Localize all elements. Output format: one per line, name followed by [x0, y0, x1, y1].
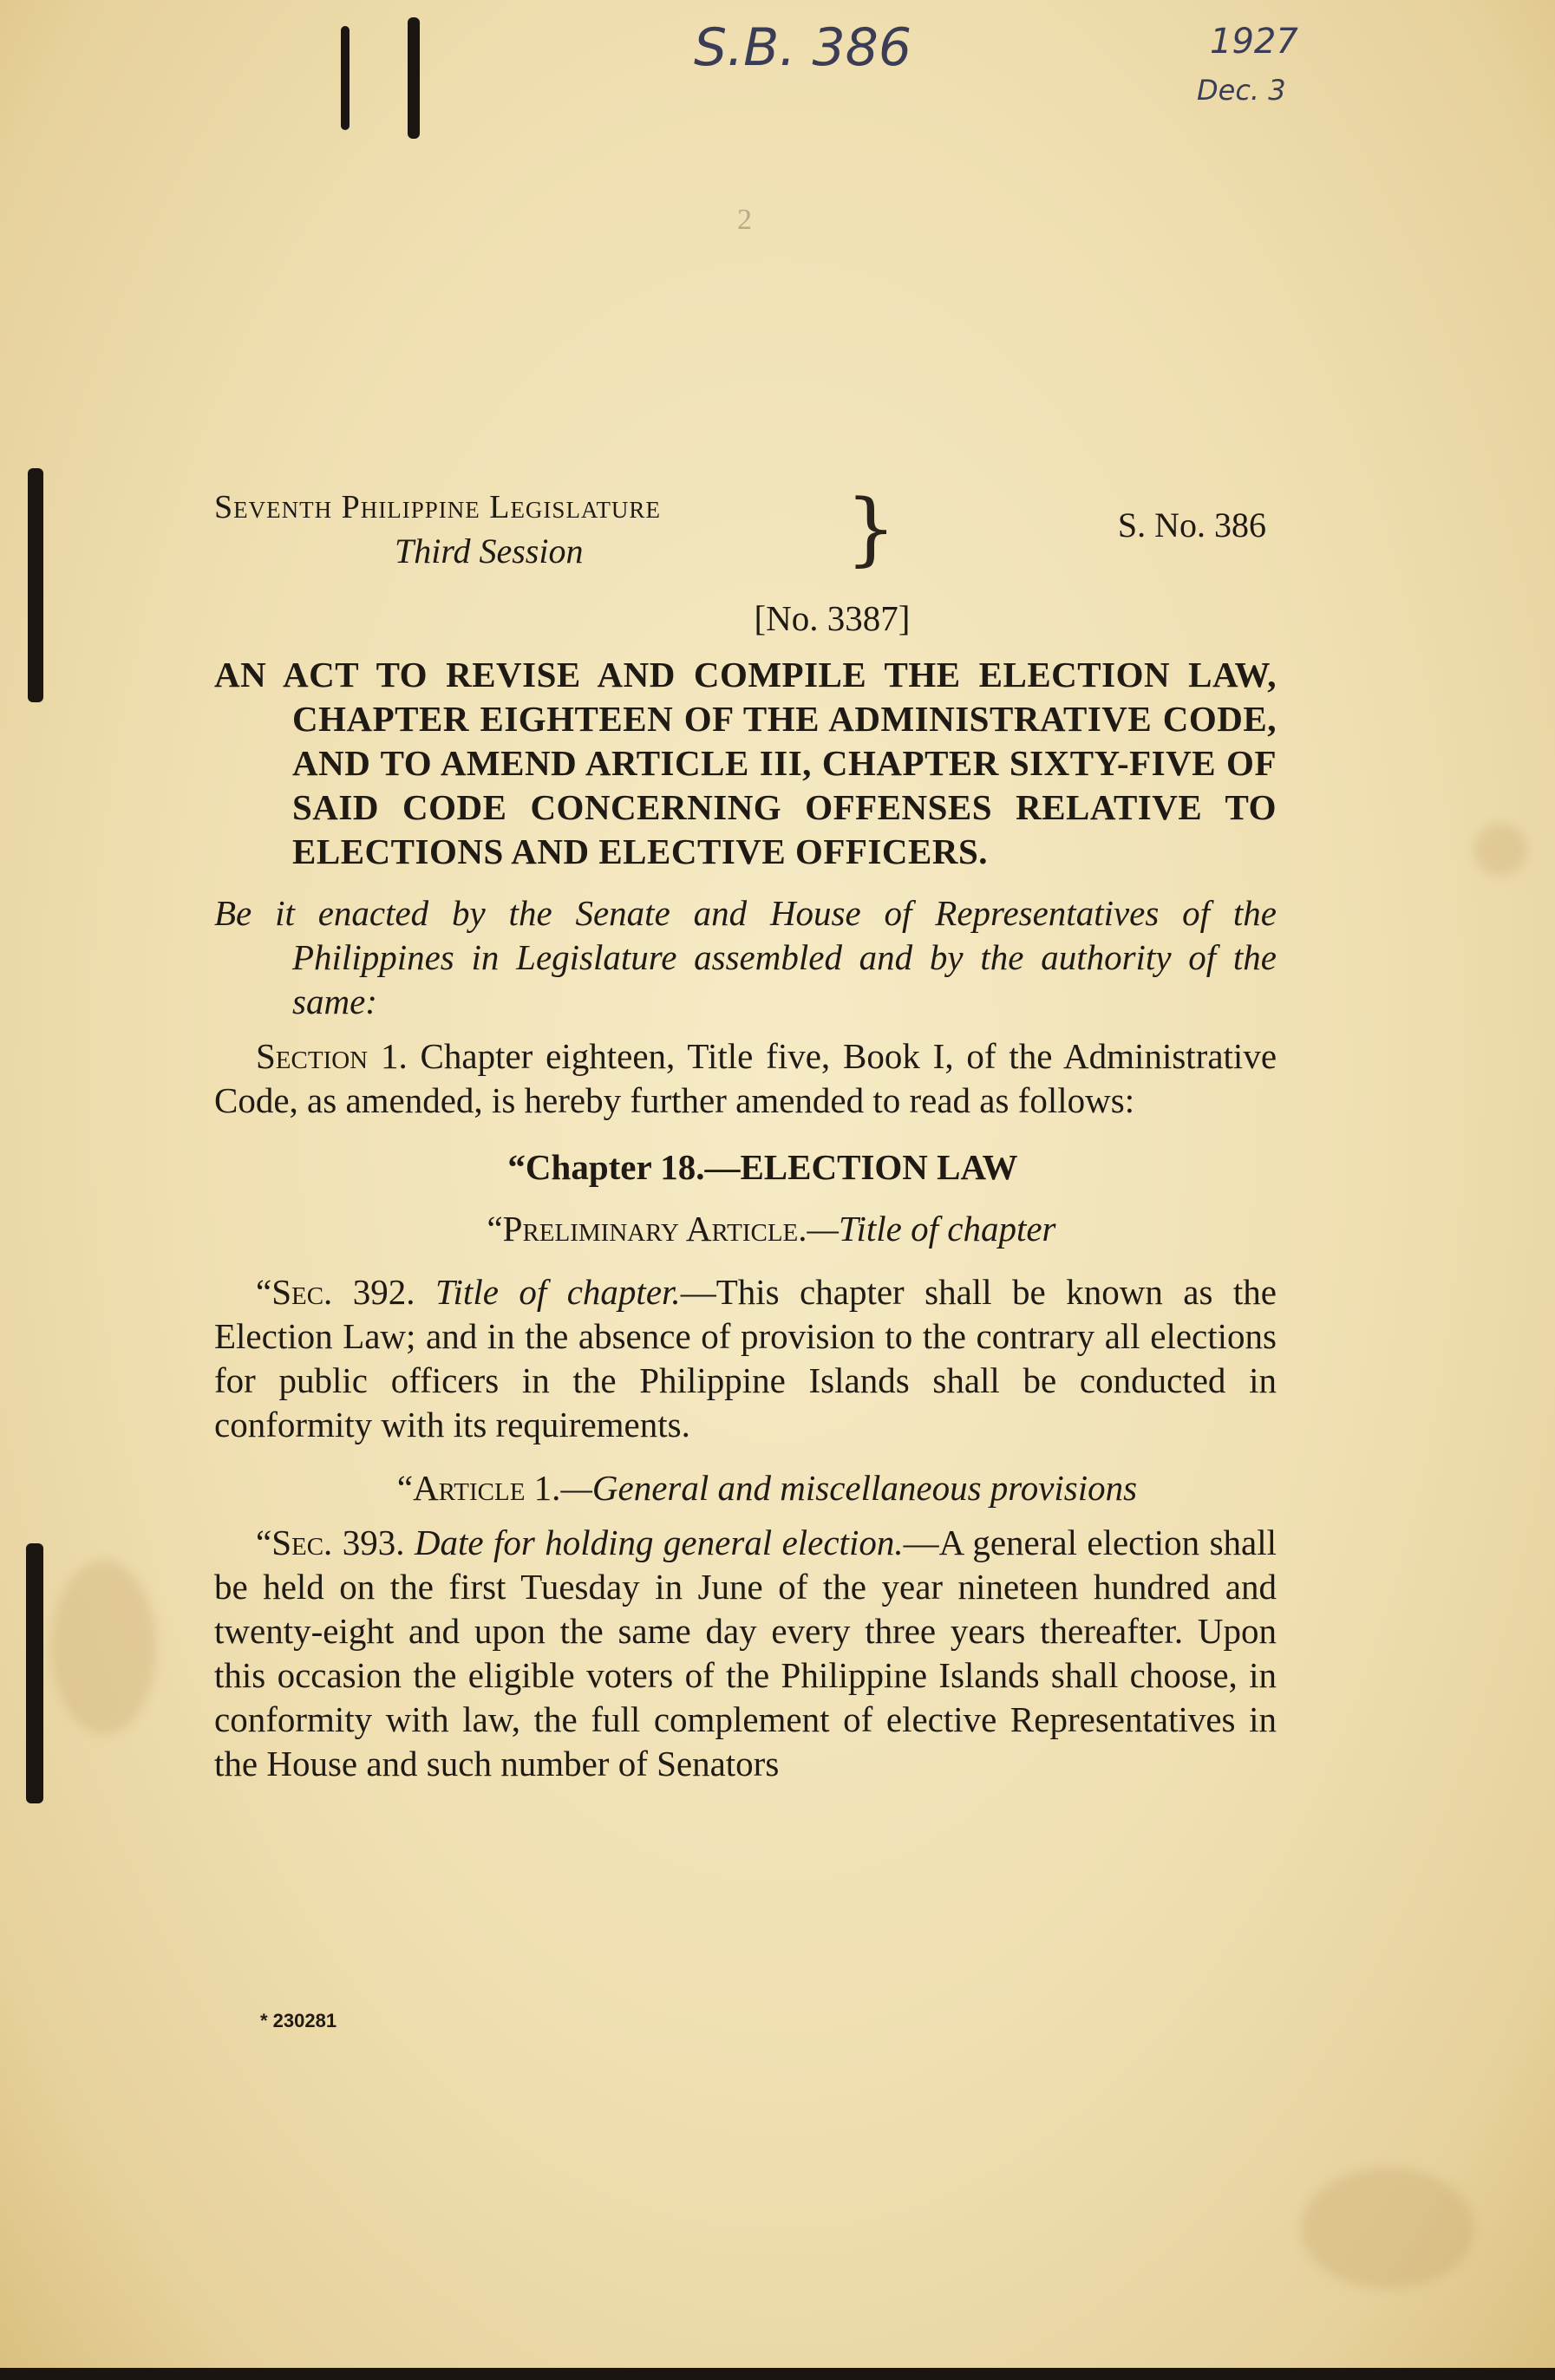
section-392-text: —This chapter shall be known as the Election Law; and in the absence of provision to the contrary all elections for public officers in the Philippine Islands shall be conducted in conformity with its requirements.: [214, 1272, 1277, 1444]
staple-mark-top: [341, 26, 350, 130]
preliminary-title: —Title of chapter: [807, 1209, 1056, 1249]
enacting-clause: Be it enacted by the Senate and House of Representatives of the Philippines in Legislature assembled and by the authority of the same:: [214, 893, 1277, 1021]
senate-bill-number: S. No. 386: [1117, 505, 1266, 544]
binding-mark-lower: [26, 1543, 43, 1803]
bill-header: [214, 482, 1277, 581]
section-392-label: “Sec. 392.: [256, 1272, 415, 1312]
chapter-heading: “Chapter 18.—ELECTION LAW: [507, 1147, 1018, 1187]
session-name: Third Session: [395, 531, 584, 571]
legislature-name: Seventh Philippine Legislature: [214, 489, 661, 525]
paper-stain: [52, 1561, 156, 1734]
article-1-title: —General and miscellaneous provisions: [560, 1468, 1138, 1508]
page-number: 2: [737, 204, 752, 236]
header-brace: }: [846, 482, 897, 575]
preliminary-article-heading: [214, 1207, 1277, 1251]
binding-mark-upper: [28, 468, 43, 702]
section-393-text: —A general election shall be held on the first Tuesday in June of the year nineteen hundred and twenty-eight and upon the same day every three years thereafter. Upon this occasion the eligible voters of the Philippine Islands shall choose, in conformity with law, the full complement of elective Representatives in the House and such number of Senators: [214, 1523, 1277, 1783]
paper-stain: [1474, 824, 1526, 876]
print-code: * 230281: [260, 2010, 337, 2031]
section-393-title: Date for holding general election.: [414, 1523, 904, 1562]
section-392-title: Title of chapter.: [435, 1272, 681, 1312]
article-1-label: “Article 1.: [396, 1468, 561, 1508]
paper-stain: [1301, 2168, 1474, 2289]
staple-mark-top-2: [408, 17, 420, 139]
section-393: [214, 1521, 1277, 1786]
handwritten-year: 1927: [1210, 22, 1298, 62]
handwritten-date: Dec. 3: [1197, 74, 1286, 107]
handwritten-bill-number: S.B. 386: [694, 17, 911, 78]
section-1: [214, 1034, 1277, 1123]
section-393-label: “Sec. 393.: [256, 1523, 405, 1562]
bottom-edge: [0, 2368, 1555, 2380]
section-1-label: Section 1.: [256, 1036, 408, 1076]
section-392: [214, 1270, 1277, 1447]
section-1-text: Chapter eighteen, Title five, Book I, of the Administrative Code, as amended, is hereby further amended to read as follows:: [214, 1036, 1277, 1120]
house-bill-number: [No. 3387]: [754, 598, 911, 638]
main-content: [214, 482, 1277, 1786]
article-1-heading: [214, 1466, 1277, 1510]
preliminary-label: “Preliminary Article.: [487, 1209, 807, 1249]
act-title: AN ACT TO REVISE AND COMPILE THE ELECTION LAW, CHAPTER EIGHTEEN OF THE ADMINISTRATIVE CODE, AND TO AMEND ARTICLE III, CHAPTER SIXTY-FIVE OF SAID CODE CONCERNING OFFENSES RELATIVE TO ELECTIONS AND ELECTIVE OFFICERS.: [214, 655, 1277, 871]
